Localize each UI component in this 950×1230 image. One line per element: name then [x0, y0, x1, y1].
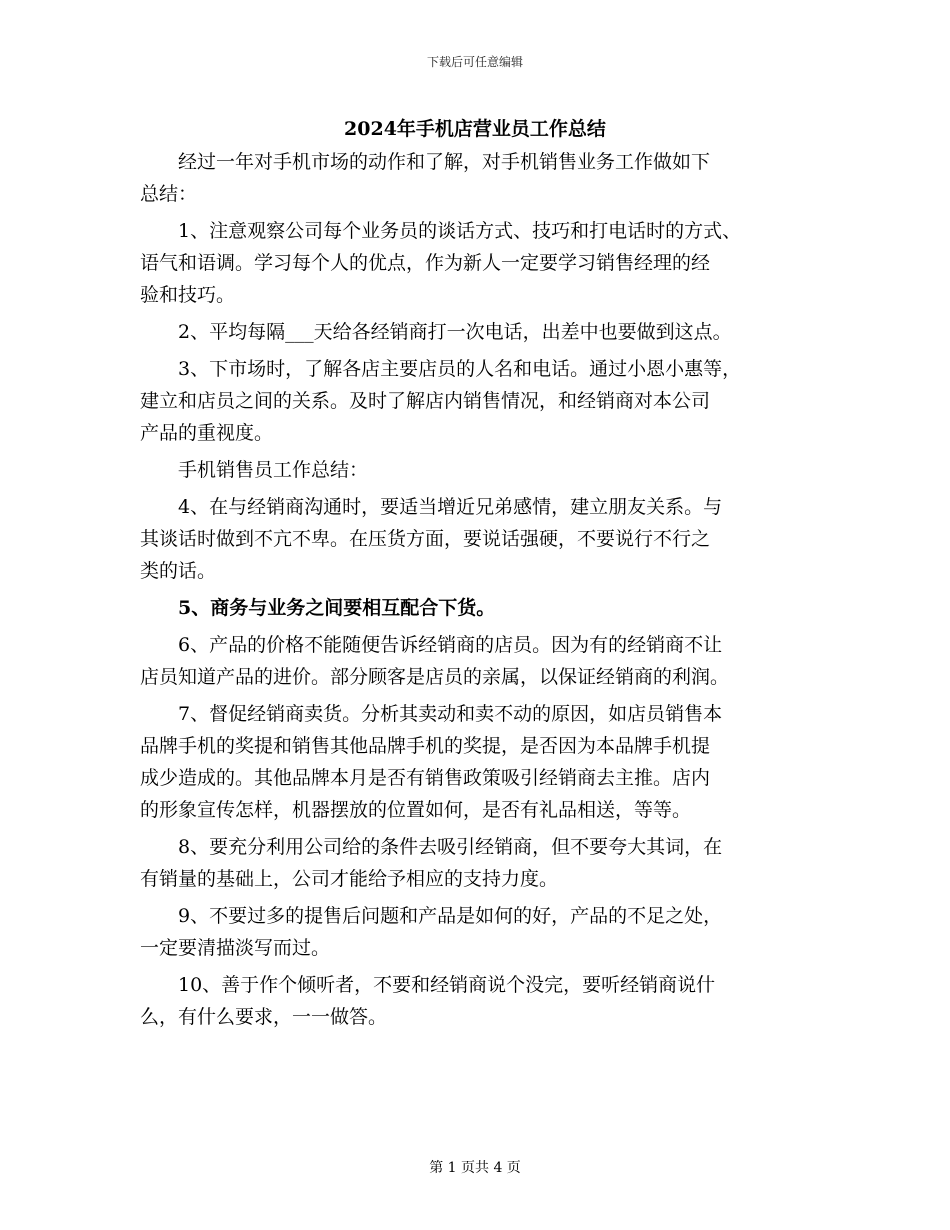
paragraph-line: 成少造成的。其他品牌本月是否有销售政策吸引经销商去主推。店内: [140, 767, 711, 789]
paragraph-line: 验和技巧。: [140, 284, 236, 306]
paragraph-line: 手机销售员工作总结：: [178, 459, 369, 481]
paragraph-line: 的形象宣传怎样，机器摆放的位置如何，是否有礼品相送，等等。: [140, 799, 692, 821]
paragraph-line: 总结：: [140, 183, 198, 205]
paragraph-item-8: [140, 831, 820, 895]
paragraph-item-9: [140, 900, 820, 964]
paragraph-item-10: [140, 969, 820, 1033]
paragraph-item-1: [140, 215, 820, 311]
paragraph-line: 么，有什么要求，一一做答。: [140, 1006, 388, 1028]
page-header: 下载后可任意编辑: [426, 55, 523, 69]
paragraph-line: 建立和店员之间的关系。及时了解店内销售情况，和经销商对本公司: [140, 390, 711, 412]
paragraph-item-4: [140, 491, 820, 587]
document-title: 2024年手机店营业员工作总结: [344, 118, 606, 140]
paragraph-line: 有销量的基础上，公司才能给予相应的支持力度。: [140, 868, 559, 890]
paragraph-line: 店员知道产品的进价。部分顾客是店员的亲属，以保证经销商的利润。: [140, 666, 730, 688]
paragraph-item-6: [140, 629, 820, 693]
paragraph-intro: [140, 146, 820, 210]
paragraph-line: 1、注意观察公司每个业务员的谈话方式、技巧和打电话时的方式、: [178, 220, 742, 242]
paragraph-line: 品牌手机的奖提和销售其他品牌手机的奖提，是否因为本品牌手机提: [140, 735, 711, 757]
paragraph-line: 9、不要过多的提售后问题和产品是如何的好，产品的不足之处，: [178, 905, 723, 927]
paragraph-line: 6、产品的价格不能随便告诉经销商的店员。因为有的经销商不让: [178, 634, 723, 656]
paragraph-line: 3、下市场时，了解各店主要店员的人名和电话。通过小恩小惠等，: [178, 358, 742, 380]
paragraph-item-7: [140, 698, 820, 826]
paragraph-item-3: [140, 353, 820, 449]
page-footer: 第 1 页共 4 页: [429, 1160, 521, 1176]
paragraph-line: 4、在与经销商沟通时，要适当增近兄弟感情，建立朋友关系。与: [178, 496, 723, 518]
paragraph-line: 一定要清描淡写而过。: [140, 937, 331, 959]
paragraph-line: 其谈话时做到不亢不卑。在压货方面，要说话强硬，不要说行不行之: [140, 528, 711, 550]
paragraph-item-5: [140, 592, 820, 624]
paragraph-line: 类的话。: [140, 560, 217, 582]
paragraph-line: 5、商务与业务之间要相互配合下货。: [178, 597, 496, 619]
paragraph-line: 产品的重视度。: [140, 422, 274, 444]
document-body: [140, 146, 820, 1038]
paragraph-item-2: [140, 316, 820, 348]
paragraph-line: 8、要充分利用公司给的条件去吸引经销商，但不要夸大其词，在: [178, 836, 723, 858]
paragraph-line: 语气和语调。学习每个人的优点，作为新人一定要学习销售经理的经: [140, 252, 711, 274]
paragraph-line: 10、善于作个倾听者，不要和经销商说个没完，要听经销商说什: [178, 974, 716, 996]
paragraph-line: 2、平均每隔___天给各经销商打一次电话，出差中也要做到这点。: [178, 321, 732, 343]
paragraph-line: 7、督促经销商卖货。分析其卖动和卖不动的原因，如店员销售本: [178, 703, 723, 725]
paragraph-subheading: [140, 454, 820, 486]
paragraph-line: 经过一年对手机市场的动作和了解，对手机销售业务工作做如下: [178, 151, 711, 173]
